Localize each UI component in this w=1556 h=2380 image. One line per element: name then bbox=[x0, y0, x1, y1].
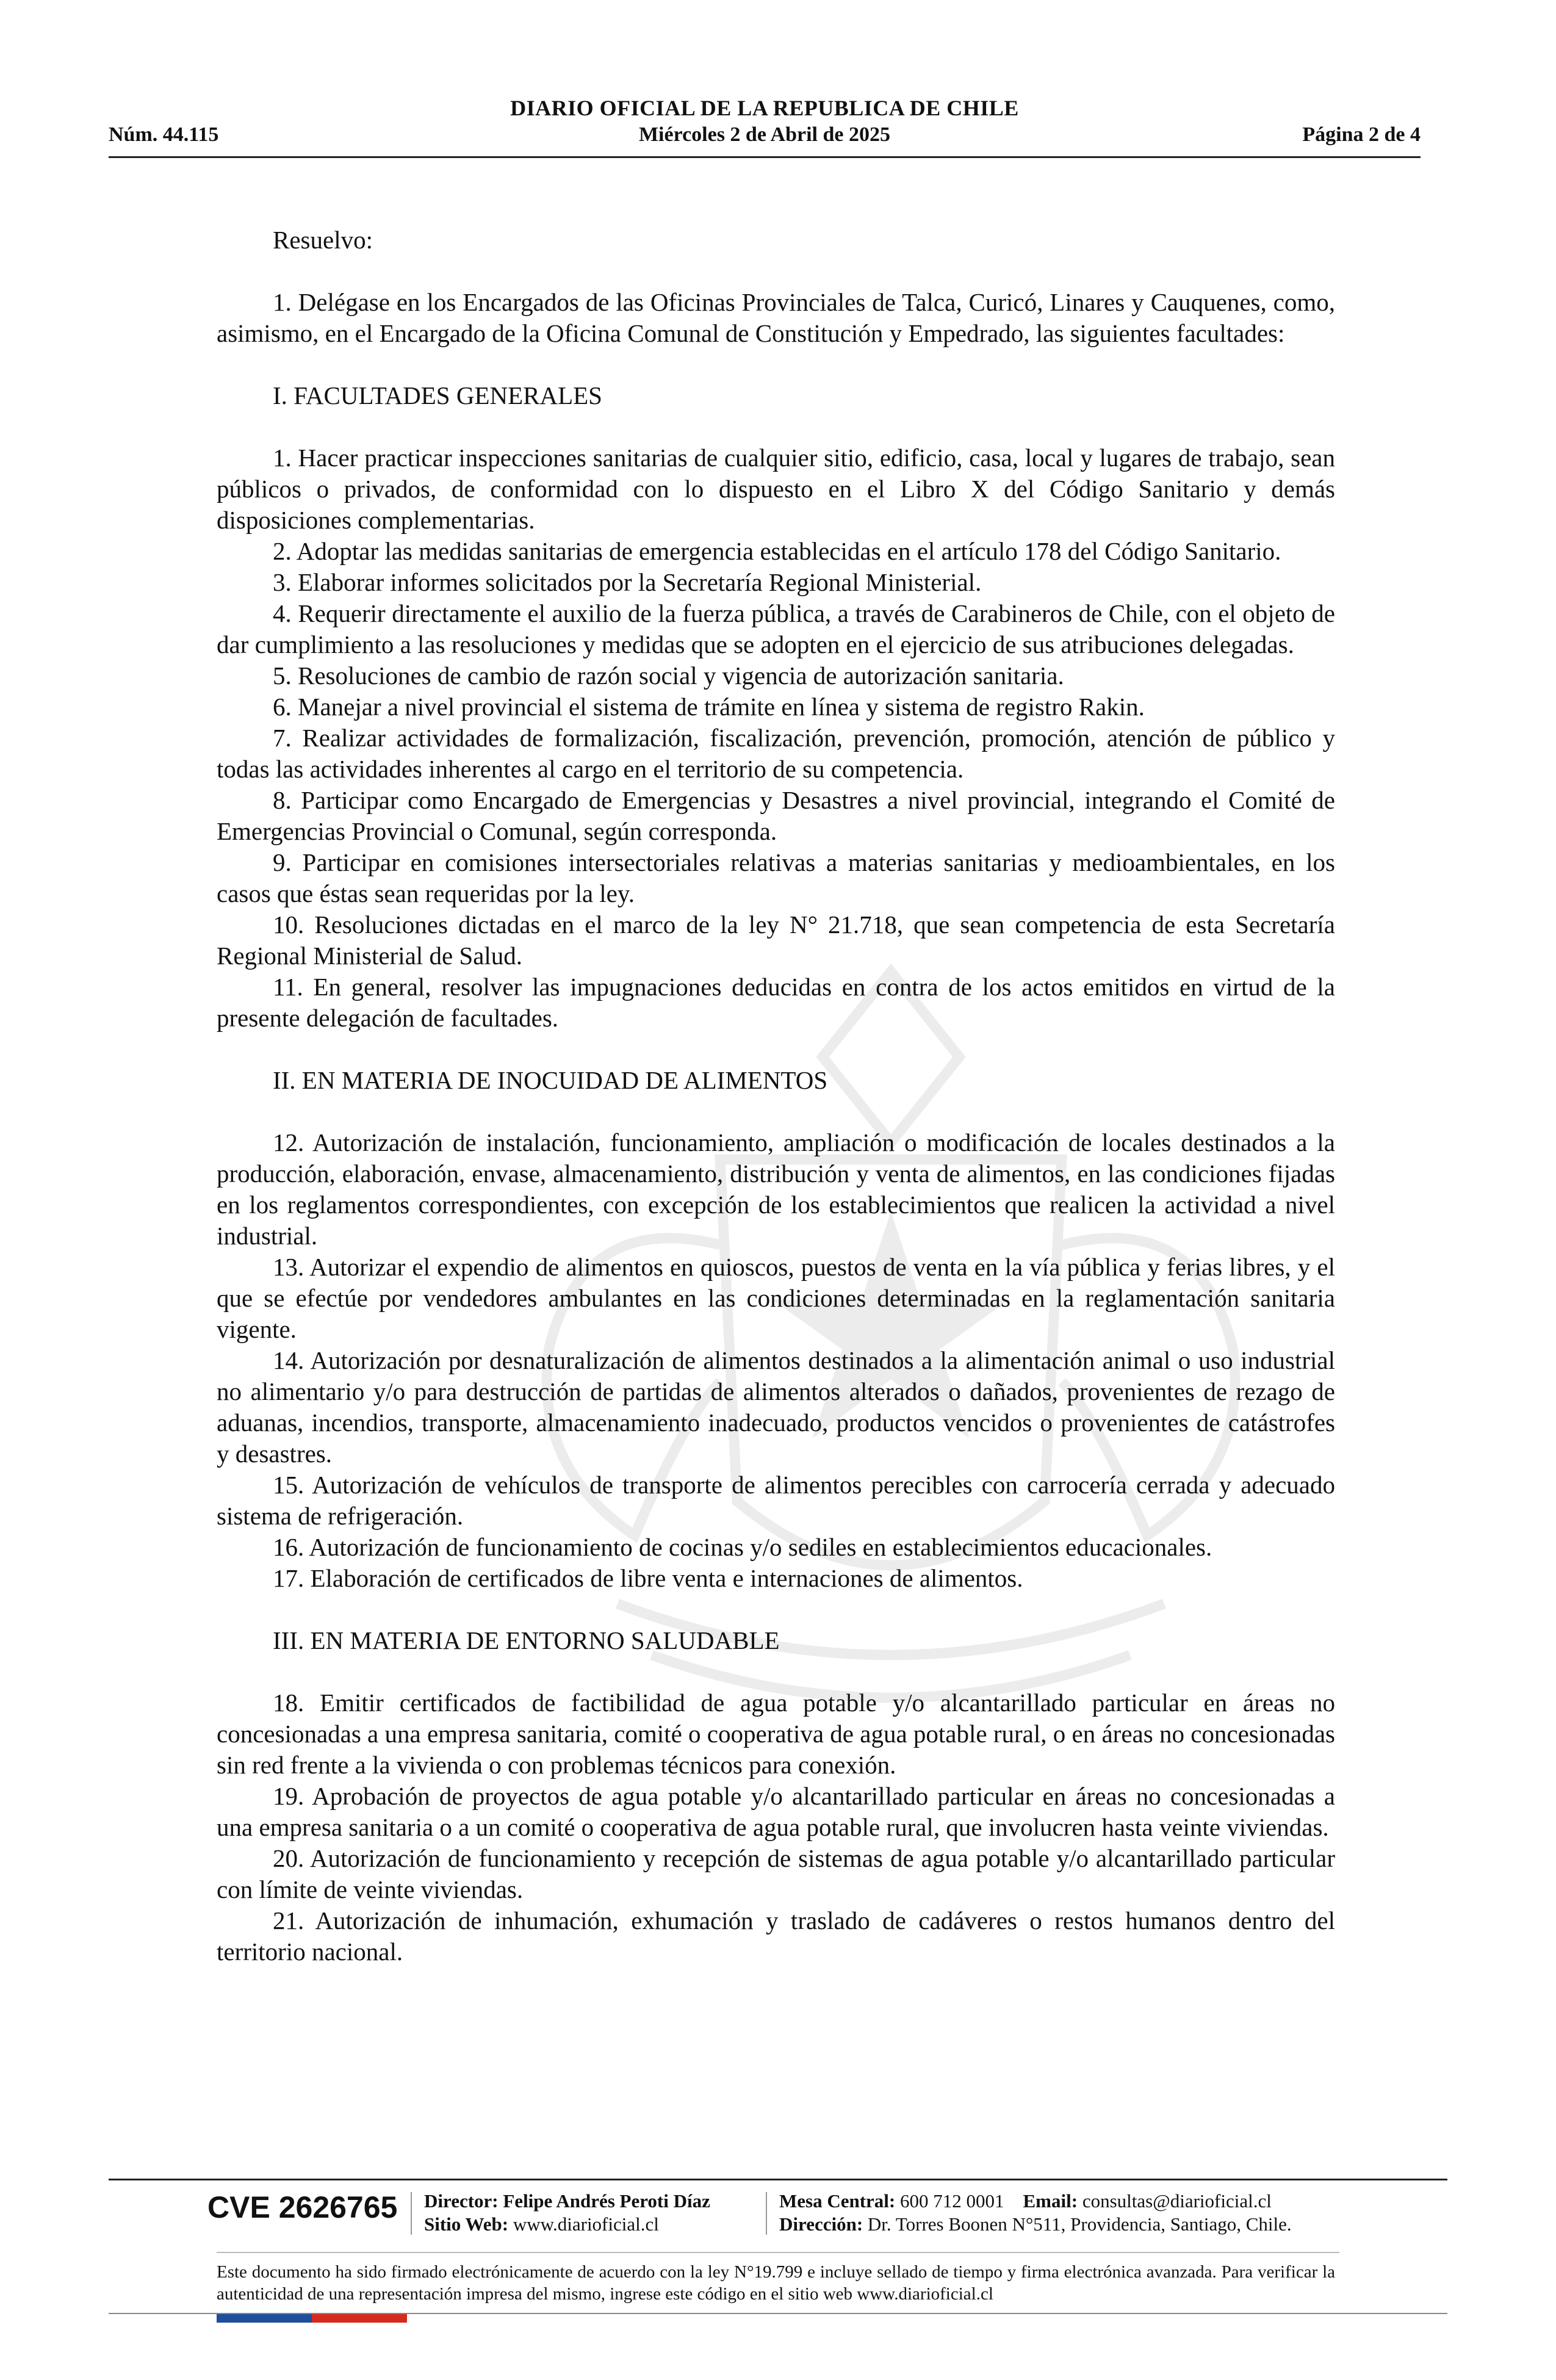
cve-code: CVE 2626765 bbox=[207, 2190, 398, 2224]
flag-blue-segment bbox=[217, 2314, 312, 2323]
list-item: 2. Adoptar las medidas sanitarias de emergencia establecidas en el artículo 178 del Código Sanitario. bbox=[273, 537, 1281, 565]
section-heading-1: I. FACULTADES GENERALES bbox=[273, 381, 602, 409]
email-link[interactable]: consultas@diarioficial.cl bbox=[1082, 2190, 1272, 2212]
list-item: 8. Participar como Encargado de Emergencias y Desastres a nivel provincial, integrando el Comité de Emergencias Provincial o Comunal, según corresponda. bbox=[217, 786, 1335, 845]
list-item: 17. Elaboración de certificados de libre venta e internaciones de alimentos. bbox=[273, 1564, 1023, 1592]
page-indicator: Página 2 de 4 bbox=[1302, 123, 1421, 146]
mesa-central-label: Mesa Central: bbox=[779, 2190, 896, 2212]
issue-number: Núm. 44.115 bbox=[109, 123, 219, 146]
footer-director-block bbox=[424, 2190, 710, 2236]
flag-stripe bbox=[217, 2314, 407, 2323]
footer-separator bbox=[766, 2192, 767, 2235]
website-link[interactable]: www.diarioficial.cl bbox=[513, 2213, 659, 2235]
address-label: Dirección: bbox=[779, 2213, 863, 2235]
email-label: Email: bbox=[1023, 2190, 1078, 2212]
list-item: 18. Emitir certificados de factibilidad de agua potable y/o alcantarillado particular en áreas no concesionadas a una empresa sanitaria, comité o cooperativa de agua potable rural, o en áreas no concesionadas sin red frente a la vivienda o con problemas técnicos para conexión. bbox=[217, 1689, 1335, 1779]
section-heading-2: II. EN MATERIA DE INOCUIDAD DE ALIMENTOS bbox=[273, 1066, 828, 1094]
header-divider bbox=[109, 156, 1421, 158]
director-name: Felipe Andrés Peroti Díaz bbox=[503, 2190, 710, 2212]
list-item: 12. Autorización de instalación, funcionamiento, ampliación o modificación de locales destinados a la producción, elaboración, envase, almacenamiento, distribución y venta de alimentos, en las condiciones fijadas en los reglamentos correspondientes, con excepción de los establecimientos que realicen la actividad a nivel industrial. bbox=[217, 1128, 1335, 1250]
list-item: 9. Participar en comisiones intersectoriales relativas a materias sanitarias y medioambientales, en los casos que éstas sean requeridas por la ley. bbox=[217, 848, 1335, 907]
list-item: 10. Resoluciones dictadas en el marco de la ley N° 21.718, que sean competencia de esta Secretaría Regional Ministerial de Salud. bbox=[217, 911, 1335, 970]
list-item: 20. Autorización de funcionamiento y recepción de sistemas de agua potable y/o alcantarillado particular con límite de veinte viviendas. bbox=[217, 1844, 1335, 1903]
page-header bbox=[109, 92, 1421, 159]
list-item: 4. Requerir directamente el auxilio de la fuerza pública, a través de Carabineros de Chile, con el objeto de dar cumplimiento a las resoluciones y medidas que se adopten en el ejercicio de sus atribuciones delegadas. bbox=[217, 599, 1335, 658]
journal-title: DIARIO OFICIAL DE LA REPUBLICA DE CHILE bbox=[510, 96, 1019, 120]
address-value: Dr. Torres Boonen N°511, Providencia, Santiago, Chile. bbox=[867, 2213, 1292, 2235]
footer-divider bbox=[109, 2179, 1447, 2180]
list-item: 14. Autorización por desnaturalización de alimentos destinados a la alimentación animal o uso industrial no alimentario y/o para destrucción de partidas de alimentos alterados o dañados, provenientes de rezago de aduanas, incendios, transporte, almacenamiento inadecuado, productos vencidos o provenientes de catástrofes y desastres. bbox=[217, 1346, 1335, 1468]
flag-red-segment bbox=[312, 2314, 407, 2323]
footer-inner-divider bbox=[217, 2252, 1339, 2253]
list-item: 21. Autorización de inhumación, exhumación y traslado de cadáveres o restos humanos dentro del territorio nacional. bbox=[217, 1906, 1335, 1966]
list-item: 13. Autorizar el expendio de alimentos en quioscos, puestos de venta en la vía pública y ferias libres, y el que se efectúe por vendedores ambulantes en las condiciones determinadas en la reglamentación sanitaria vigente. bbox=[217, 1253, 1335, 1343]
section-heading-3: III. EN MATERIA DE ENTORNO SALUDABLE bbox=[273, 1626, 780, 1654]
list-item: 11. En general, resolver las impugnaciones deducidas en contra de los actos emitidos en virtud de la presente delegación de facultades. bbox=[217, 973, 1335, 1032]
list-item: 1. Hacer practicar inspecciones sanitarias de cualquier sitio, edificio, casa, local y lugares de trabajo, sean públicos o privados, de conformidad con lo dispuesto en el Libro X del Código Sanitario y demás disposiciones complementarias. bbox=[217, 444, 1335, 534]
website-label: Sitio Web: bbox=[424, 2213, 509, 2235]
intro-paragraph: 1. Delégase en los Encargados de las Oficinas Provinciales de Talca, Curicó, Linares y Cauquenes, como, asimismo, en el Encargado de la Oficina Comunal de Constitución y Empedrado, las siguientes facultades: bbox=[217, 288, 1335, 347]
document-body bbox=[217, 225, 1335, 1967]
list-item: 15. Autorización de vehículos de transporte de alimentos perecibles con carrocería cerrada y adecuado sistema de refrigeración. bbox=[217, 1471, 1335, 1530]
footer-separator bbox=[411, 2192, 412, 2235]
legal-notice: Este documento ha sido firmado electrónicamente de acuerdo con la ley N°19.799 e incluye sellado de tiempo y firma electrónica avanzada. Para verificar la autenticidad de una representación impresa del mismo, ingrese este código en el sitio web www.diarioficial.cl bbox=[217, 2262, 1335, 2304]
director-label: Director: bbox=[424, 2190, 499, 2212]
footer-contact-block bbox=[779, 2190, 1292, 2236]
mesa-central-phone: 600 712 0001 bbox=[900, 2190, 1004, 2212]
issue-date: Miércoles 2 de Abril de 2025 bbox=[638, 123, 891, 146]
list-item: 6. Manejar a nivel provincial el sistema de trámite en línea y sistema de registro Rakin. bbox=[273, 693, 1145, 721]
list-item: 3. Elaborar informes solicitados por la Secretaría Regional Ministerial. bbox=[273, 568, 982, 596]
list-item: 19. Aprobación de proyectos de agua potable y/o alcantarillado particular en áreas no concesionadas a una empresa sanitaria o a un comité o cooperativa de agua potable rural, que involucren hasta veinte viviendas. bbox=[217, 1782, 1335, 1841]
resuelvo-label: Resuelvo: bbox=[273, 226, 373, 254]
list-item: 5. Resoluciones de cambio de razón social y vigencia de autorización sanitaria. bbox=[273, 662, 1064, 690]
list-item: 7. Realizar actividades de formalización, fiscalización, prevención, promoción, atención de público y todas las actividades inherentes al cargo en el territorio de su competencia. bbox=[217, 724, 1335, 783]
list-item: 16. Autorización de funcionamiento de cocinas y/o sediles en establecimientos educacionales. bbox=[273, 1533, 1212, 1561]
